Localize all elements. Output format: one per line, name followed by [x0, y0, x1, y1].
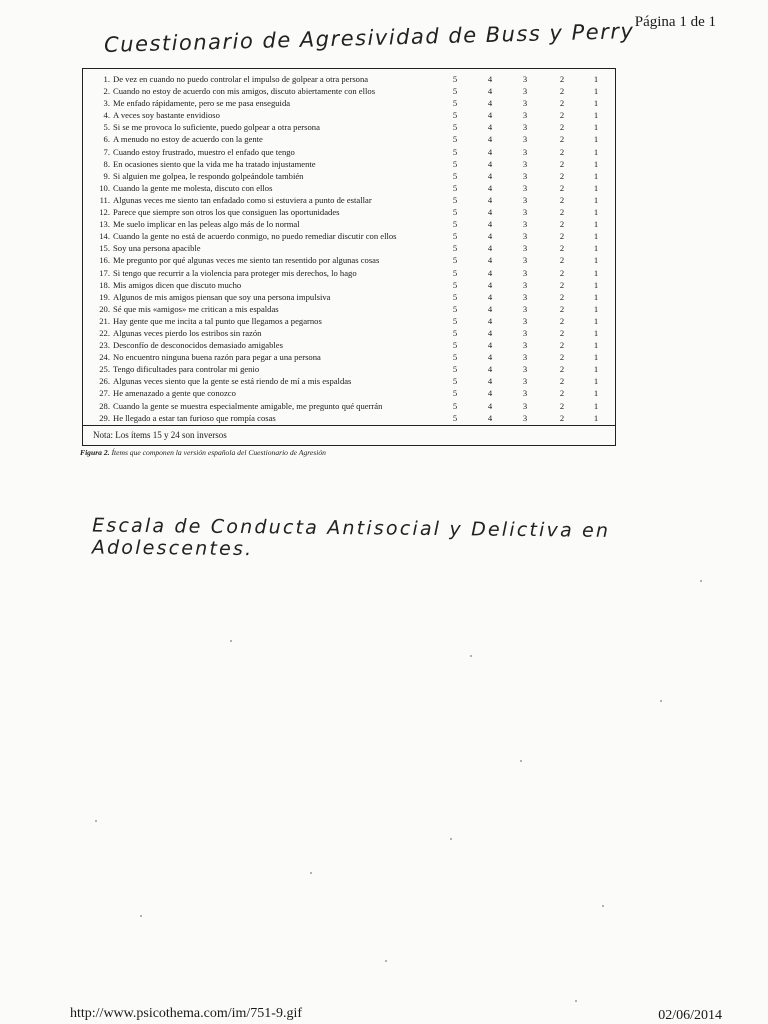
item-statement: En ocasiones siento que la vida me ha tratado injustamente	[113, 158, 316, 169]
item-score-4: 4	[487, 86, 493, 97]
item-score-2: 2	[559, 303, 565, 314]
item-score-5: 5	[452, 303, 458, 314]
item-number: 29.	[99, 412, 110, 423]
item-score-3: 3	[522, 376, 528, 387]
item-statement: A menudo no estoy de acuerdo con la gente	[113, 134, 263, 145]
item-number: 17.	[99, 267, 110, 278]
item-score-3: 3	[522, 267, 528, 278]
item-score-4: 4	[487, 364, 493, 375]
note: Nota: Los ítems 15 y 24 son inversos	[93, 430, 227, 440]
item-statement: Algunas veces siento que la gente se está riendo de mí a mis espaldas	[113, 376, 352, 387]
scan-speck	[95, 820, 97, 822]
item-row	[83, 303, 615, 315]
item-score-5: 5	[452, 327, 458, 338]
item-text	[97, 133, 263, 145]
item-number: 21.	[99, 315, 110, 326]
item-row	[83, 133, 615, 145]
item-score-2: 2	[559, 158, 565, 169]
item-statement: Cuando estoy frustrado, muestro el enfado que tengo	[113, 146, 295, 157]
item-score-3: 3	[522, 412, 528, 423]
item-score-2: 2	[559, 340, 565, 351]
item-score-4: 4	[487, 74, 493, 84]
item-row	[83, 327, 615, 339]
item-statement: Cuando no estoy de acuerdo con mis amigos, discuto abiertamente con ellos	[113, 86, 376, 97]
item-score-4: 4	[487, 98, 493, 109]
item-row	[83, 206, 615, 218]
item-score-2: 2	[559, 412, 565, 423]
item-number: 4.	[103, 110, 110, 121]
item-score-4: 4	[487, 134, 493, 145]
item-score-4: 4	[487, 340, 493, 351]
item-row	[83, 339, 615, 351]
item-score-4: 4	[487, 267, 493, 278]
item-text	[97, 182, 272, 194]
item-score-3: 3	[522, 134, 528, 145]
item-score-5: 5	[452, 219, 458, 230]
item-score-2: 2	[559, 255, 565, 266]
item-number: 6.	[103, 134, 110, 145]
item-score-2: 2	[559, 98, 565, 109]
item-number: 14.	[99, 231, 110, 242]
item-score-1: 1	[593, 340, 599, 351]
item-score-1: 1	[593, 170, 599, 181]
item-score-2: 2	[559, 267, 565, 278]
items-list	[83, 73, 615, 424]
item-score-5: 5	[452, 231, 458, 242]
item-row	[83, 279, 615, 291]
item-score-2: 2	[559, 219, 565, 230]
item-text	[97, 194, 372, 206]
item-text	[97, 291, 330, 303]
item-score-2: 2	[559, 315, 565, 326]
item-score-4: 4	[487, 255, 493, 266]
scan-speck	[230, 640, 232, 642]
figure-caption-text: Ítems que componen la versión española del Cuestionario de Agresión	[111, 448, 326, 457]
item-text	[97, 97, 290, 109]
item-number: 13.	[99, 219, 110, 230]
item-score-3: 3	[522, 110, 528, 121]
item-score-4: 4	[487, 388, 493, 399]
item-text	[97, 412, 276, 424]
item-row	[83, 387, 615, 399]
item-score-1: 1	[593, 74, 599, 84]
item-score-5: 5	[452, 243, 458, 254]
item-score-4: 4	[487, 400, 493, 411]
item-text	[97, 363, 259, 375]
figure-caption	[80, 448, 326, 457]
item-statement: Me enfado rápidamente, pero se me pasa enseguida	[113, 98, 291, 109]
item-score-1: 1	[593, 86, 599, 97]
item-number: 2.	[103, 86, 110, 97]
item-score-2: 2	[559, 243, 565, 254]
item-text	[97, 351, 321, 363]
item-number: 8.	[103, 158, 110, 169]
item-text	[97, 230, 397, 242]
item-score-2: 2	[559, 376, 565, 387]
item-score-1: 1	[593, 219, 599, 230]
item-text	[97, 327, 261, 339]
item-number: 22.	[99, 327, 110, 338]
item-score-2: 2	[559, 134, 565, 145]
item-text	[97, 267, 357, 279]
item-score-1: 1	[593, 303, 599, 314]
item-score-3: 3	[522, 400, 528, 411]
item-score-2: 2	[559, 86, 565, 97]
item-number: 15.	[99, 243, 110, 254]
item-row	[83, 170, 615, 182]
item-row	[83, 267, 615, 279]
item-score-2: 2	[559, 146, 565, 157]
item-row	[83, 109, 615, 121]
item-row	[83, 412, 615, 424]
item-score-2: 2	[559, 194, 565, 205]
item-row	[83, 146, 615, 158]
item-score-1: 1	[593, 194, 599, 205]
item-score-1: 1	[593, 388, 599, 399]
handwritten-title: Cuestionario de Agresividad de Buss y Perry	[103, 19, 635, 57]
item-score-4: 4	[487, 315, 493, 326]
item-score-5: 5	[452, 388, 458, 399]
item-score-4: 4	[487, 122, 493, 133]
item-score-1: 1	[593, 243, 599, 254]
item-score-1: 1	[593, 364, 599, 375]
item-statement: He llegado a estar tan furioso que rompía cosas	[113, 412, 276, 423]
item-text	[97, 303, 279, 315]
item-statement: Cuando la gente se muestra especialmente amigable, me pregunto qué querrán	[113, 400, 383, 411]
item-score-1: 1	[593, 231, 599, 242]
item-text	[97, 158, 316, 170]
item-statement: Tengo dificultades para controlar mi genio	[113, 364, 260, 375]
item-score-5: 5	[452, 98, 458, 109]
footer-date: 02/06/2014	[658, 1008, 722, 1023]
item-text	[97, 387, 236, 399]
item-number: 7.	[103, 146, 110, 157]
scan-speck	[520, 760, 522, 762]
item-score-1: 1	[593, 315, 599, 326]
item-score-3: 3	[522, 231, 528, 242]
item-score-2: 2	[559, 74, 565, 84]
item-text	[97, 218, 300, 230]
item-score-5: 5	[452, 340, 458, 351]
item-text	[97, 279, 241, 291]
item-score-2: 2	[559, 207, 565, 218]
item-score-5: 5	[452, 376, 458, 387]
item-text	[97, 339, 283, 351]
item-statement: Cuando la gente me molesta, discuto con ellos	[113, 182, 273, 193]
item-score-4: 4	[487, 182, 493, 193]
item-number: 10.	[99, 182, 110, 193]
item-number: 19.	[99, 291, 110, 302]
scan-speck	[660, 700, 662, 702]
item-score-2: 2	[559, 182, 565, 193]
item-score-3: 3	[522, 388, 528, 399]
figure-caption-label: Figura 2.	[80, 448, 110, 457]
item-row	[83, 85, 615, 97]
scan-speck	[470, 655, 472, 657]
item-number: 1.	[103, 74, 110, 84]
note-divider	[83, 425, 615, 426]
item-score-1: 1	[593, 98, 599, 109]
item-score-4: 4	[487, 376, 493, 387]
item-row	[83, 375, 615, 387]
item-statement: Si tengo que recurrir a la violencia para proteger mis derechos, lo hago	[113, 267, 357, 278]
item-number: 27.	[99, 388, 110, 399]
item-number: 9.	[103, 170, 110, 181]
item-score-4: 4	[487, 231, 493, 242]
item-number: 11.	[99, 194, 110, 205]
item-text	[97, 109, 220, 121]
item-statement: Sé que mis «amigos» me critican a mis espaldas	[113, 303, 279, 314]
item-score-3: 3	[522, 122, 528, 133]
item-statement: He amenazado a gente que conozco	[113, 388, 236, 399]
item-number: 25.	[99, 364, 110, 375]
item-score-3: 3	[522, 303, 528, 314]
item-statement: Si alguien me golpea, le respondo golpeándole también	[113, 170, 304, 181]
item-row	[83, 73, 615, 85]
item-score-4: 4	[487, 207, 493, 218]
item-statement: Me suelo implicar en las peleas algo más de lo normal	[113, 219, 300, 230]
item-number: 26.	[99, 376, 110, 387]
item-statement: Algunas veces pierdo los estribos sin razón	[113, 327, 262, 338]
item-score-3: 3	[522, 364, 528, 375]
scan-speck	[140, 915, 142, 917]
item-score-5: 5	[452, 279, 458, 290]
item-statement: Mis amigos dicen que discuto mucho	[113, 279, 242, 290]
item-score-2: 2	[559, 170, 565, 181]
item-statement: Hay gente que me incita a tal punto que llegamos a pegarnos	[113, 315, 322, 326]
item-score-5: 5	[452, 134, 458, 145]
item-score-5: 5	[452, 194, 458, 205]
item-score-1: 1	[593, 376, 599, 387]
item-text	[97, 85, 375, 97]
scan-speck	[310, 872, 312, 874]
item-statement: Cuando la gente no está de acuerdo conmigo, no puedo remediar discutir con ellos	[113, 231, 397, 242]
item-score-4: 4	[487, 412, 493, 423]
item-score-4: 4	[487, 158, 493, 169]
item-row	[83, 97, 615, 109]
item-statement: No encuentro ninguna buena razón para pegar a una persona	[113, 352, 321, 363]
item-row	[83, 363, 615, 375]
item-text	[97, 146, 295, 158]
item-number: 5.	[103, 122, 110, 133]
item-score-3: 3	[522, 243, 528, 254]
footer-url: http://www.psicothema.com/im/751-9.gif	[70, 1006, 303, 1021]
item-score-5: 5	[452, 207, 458, 218]
item-score-5: 5	[452, 400, 458, 411]
item-score-3: 3	[522, 291, 528, 302]
item-score-4: 4	[487, 243, 493, 254]
item-score-5: 5	[452, 255, 458, 266]
scan-speck	[450, 838, 452, 840]
item-score-4: 4	[487, 146, 493, 157]
scan-speck	[602, 905, 604, 907]
item-score-3: 3	[522, 170, 528, 181]
handwritten-subtitle: Escala de Conducta Antisocial y Delictiva en Adolescentes.	[91, 514, 611, 561]
item-statement: Algunas veces me siento tan enfadado como si estuviera a punto de estallar	[113, 194, 372, 205]
item-score-1: 1	[593, 352, 599, 363]
item-score-5: 5	[452, 267, 458, 278]
item-score-2: 2	[559, 352, 565, 363]
item-score-5: 5	[452, 412, 458, 423]
item-score-4: 4	[487, 303, 493, 314]
item-row	[83, 194, 615, 206]
item-score-3: 3	[522, 146, 528, 157]
item-statement: Si se me provoca lo suficiente, puedo golpear a otra persona	[113, 122, 320, 133]
item-row	[83, 121, 615, 133]
page-number: Página 1 de 1	[634, 14, 716, 30]
item-score-2: 2	[559, 231, 565, 242]
item-score-3: 3	[522, 327, 528, 338]
item-text	[97, 206, 340, 218]
item-statement: A veces soy bastante envidioso	[113, 110, 220, 121]
item-score-1: 1	[593, 255, 599, 266]
item-text	[97, 315, 322, 327]
item-row	[83, 230, 615, 242]
scan-speck	[575, 1000, 577, 1002]
item-score-3: 3	[522, 219, 528, 230]
item-statement: Soy una persona apacible	[113, 243, 201, 254]
scan-speck	[700, 580, 702, 582]
item-row	[83, 218, 615, 230]
item-row	[83, 242, 615, 254]
item-score-3: 3	[522, 158, 528, 169]
item-score-3: 3	[522, 255, 528, 266]
item-score-1: 1	[593, 279, 599, 290]
item-text	[97, 121, 320, 133]
item-score-5: 5	[452, 74, 458, 84]
item-number: 16.	[99, 255, 110, 266]
item-row	[83, 158, 615, 170]
item-text	[97, 73, 368, 85]
item-text	[97, 400, 382, 412]
item-statement: Algunos de mis amigos piensan que soy una persona impulsiva	[113, 291, 331, 302]
item-score-3: 3	[522, 182, 528, 193]
item-score-4: 4	[487, 219, 493, 230]
item-score-1: 1	[593, 158, 599, 169]
item-text	[97, 254, 379, 266]
item-score-4: 4	[487, 352, 493, 363]
item-score-3: 3	[522, 352, 528, 363]
item-score-2: 2	[559, 291, 565, 302]
item-score-4: 4	[487, 110, 493, 121]
item-row	[83, 254, 615, 266]
item-score-3: 3	[522, 340, 528, 351]
item-score-2: 2	[559, 400, 565, 411]
item-number: 23.	[99, 340, 110, 351]
item-text	[97, 375, 351, 387]
item-score-3: 3	[522, 207, 528, 218]
item-row	[83, 351, 615, 363]
item-number: 3.	[103, 98, 110, 109]
item-statement: De vez en cuando no puedo controlar el impulso de golpear a otra persona	[113, 74, 369, 84]
item-row	[83, 291, 615, 303]
item-row	[83, 182, 615, 194]
item-score-3: 3	[522, 279, 528, 290]
item-score-5: 5	[452, 158, 458, 169]
item-number: 28.	[99, 400, 110, 411]
item-score-2: 2	[559, 279, 565, 290]
item-score-5: 5	[452, 364, 458, 375]
item-score-5: 5	[452, 110, 458, 121]
item-score-4: 4	[487, 327, 493, 338]
item-score-5: 5	[452, 146, 458, 157]
item-score-2: 2	[559, 388, 565, 399]
item-score-1: 1	[593, 412, 599, 423]
item-score-2: 2	[559, 122, 565, 133]
item-score-1: 1	[593, 400, 599, 411]
item-score-5: 5	[452, 315, 458, 326]
item-score-4: 4	[487, 291, 493, 302]
item-text	[97, 170, 303, 182]
item-score-5: 5	[452, 86, 458, 97]
item-score-3: 3	[522, 86, 528, 97]
questionnaire-box	[82, 68, 616, 446]
item-score-2: 2	[559, 364, 565, 375]
item-score-5: 5	[452, 182, 458, 193]
item-score-1: 1	[593, 182, 599, 193]
item-score-5: 5	[452, 352, 458, 363]
item-statement: Desconfío de desconocidos demasiado amigables	[113, 340, 283, 351]
item-score-3: 3	[522, 98, 528, 109]
item-score-1: 1	[593, 291, 599, 302]
item-score-4: 4	[487, 194, 493, 205]
item-score-1: 1	[593, 134, 599, 145]
item-score-4: 4	[487, 170, 493, 181]
item-score-5: 5	[452, 170, 458, 181]
item-score-4: 4	[487, 279, 493, 290]
item-score-1: 1	[593, 110, 599, 121]
item-score-5: 5	[452, 122, 458, 133]
item-text	[97, 242, 201, 254]
item-score-2: 2	[559, 110, 565, 121]
item-score-5: 5	[452, 291, 458, 302]
item-statement: Parece que siempre son otros los que consiguen las oportunidades	[113, 207, 340, 218]
item-statement: Me pregunto por qué algunas veces me siento tan resentido por algunas cosas	[113, 255, 380, 266]
item-score-1: 1	[593, 122, 599, 133]
item-score-2: 2	[559, 327, 565, 338]
scan-speck	[385, 960, 387, 962]
item-number: 20.	[99, 303, 110, 314]
item-number: 24.	[99, 352, 110, 363]
item-row	[83, 315, 615, 327]
item-score-1: 1	[593, 207, 599, 218]
item-score-1: 1	[593, 146, 599, 157]
item-number: 12.	[99, 207, 110, 218]
item-score-3: 3	[522, 194, 528, 205]
item-score-1: 1	[593, 267, 599, 278]
item-row	[83, 400, 615, 412]
item-number: 18.	[99, 279, 110, 290]
item-score-1: 1	[593, 327, 599, 338]
item-score-3: 3	[522, 315, 528, 326]
item-score-3: 3	[522, 74, 528, 84]
